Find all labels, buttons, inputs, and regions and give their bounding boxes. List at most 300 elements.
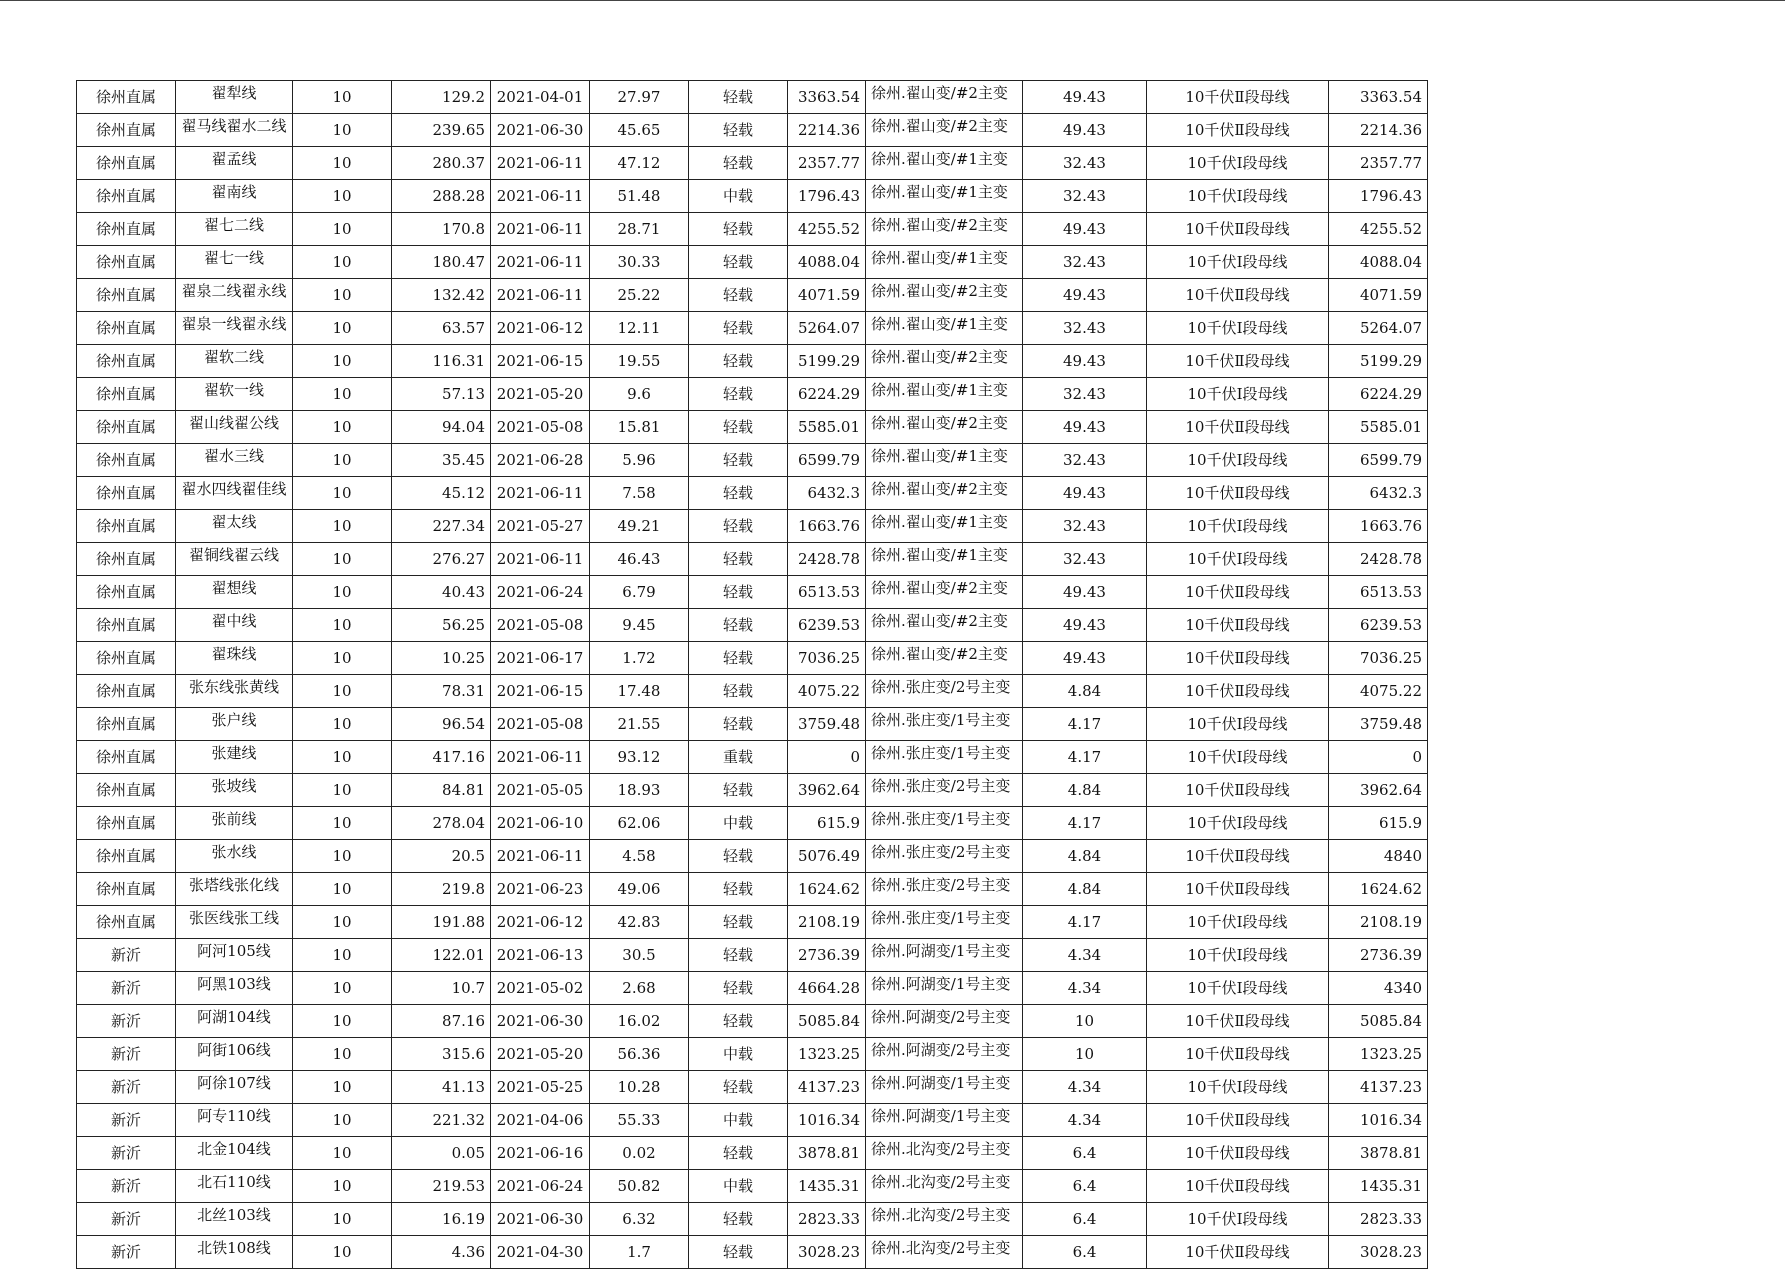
current-cell: 278.04 — [392, 807, 491, 840]
current-cell: 40.43 — [392, 576, 491, 609]
date-cell: 2021-06-11 — [491, 543, 590, 576]
available-capacity-cell: 5199.29 — [1329, 345, 1428, 378]
line-name-cell — [176, 1005, 293, 1038]
table-row — [77, 180, 1428, 213]
table-row — [77, 873, 1428, 906]
voltage-cell: 10 — [293, 312, 392, 345]
substation-cell — [866, 180, 1023, 213]
available-capacity-cell: 3962.64 — [1329, 774, 1428, 807]
transformer-load-cell: 32.43 — [1023, 378, 1147, 411]
line-name-cell — [176, 411, 293, 444]
table-row — [77, 708, 1428, 741]
date-cell: 2021-06-11 — [491, 213, 590, 246]
substation-cell — [866, 642, 1023, 675]
unit-cell: 徐州直属 — [77, 378, 176, 411]
capacity-cell: 5199.29 — [788, 345, 866, 378]
substation-cell — [866, 708, 1023, 741]
table-row — [77, 411, 1428, 444]
line-name-text: 北金104线 — [197, 1140, 271, 1158]
table-row — [77, 1203, 1428, 1236]
busbar-cell: 10千伏Ⅰ段母线 — [1147, 246, 1329, 279]
transformer-load-cell: 4.84 — [1023, 873, 1147, 906]
line-name-text: 张医线张工线 — [188, 909, 279, 927]
load-status-cell: 轻载 — [689, 675, 788, 708]
line-name-cell — [176, 345, 293, 378]
transformer-load-cell: 32.43 — [1023, 543, 1147, 576]
table-row — [77, 510, 1428, 543]
current-cell: 94.04 — [392, 411, 491, 444]
date-cell: 2021-06-11 — [491, 279, 590, 312]
line-name-text: 张建线 — [211, 744, 257, 762]
line-name-cell — [176, 840, 293, 873]
unit-cell: 徐州直属 — [77, 543, 176, 576]
substation-cell — [866, 510, 1023, 543]
transformer-load-cell: 32.43 — [1023, 147, 1147, 180]
line-name-text: 张前线 — [211, 810, 257, 828]
current-cell: 16.19 — [392, 1203, 491, 1236]
capacity-cell: 4088.04 — [788, 246, 866, 279]
load-rate-cell: 25.22 — [590, 279, 689, 312]
capacity-cell: 2736.39 — [788, 939, 866, 972]
load-rate-cell: 27.97 — [590, 81, 689, 114]
available-capacity-cell: 1663.76 — [1329, 510, 1428, 543]
load-status-cell: 轻载 — [689, 840, 788, 873]
available-capacity-cell: 5585.01 — [1329, 411, 1428, 444]
available-capacity-cell: 2428.78 — [1329, 543, 1428, 576]
table-row — [77, 972, 1428, 1005]
available-capacity-cell: 1323.25 — [1329, 1038, 1428, 1071]
transformer-load-cell: 4.17 — [1023, 708, 1147, 741]
available-capacity-cell: 4075.22 — [1329, 675, 1428, 708]
current-cell: 129.2 — [392, 81, 491, 114]
line-name-text: 翟铜线翟云线 — [188, 546, 279, 564]
substation-text: 徐州.张庄变/2号主变 — [871, 678, 1011, 696]
unit-cell: 新沂 — [77, 1005, 176, 1038]
transformer-load-cell: 4.84 — [1023, 675, 1147, 708]
substation-text: 徐州.阿湖变/1号主变 — [871, 975, 1011, 993]
available-capacity-cell: 0 — [1329, 741, 1428, 774]
load-status-cell: 轻载 — [689, 873, 788, 906]
voltage-cell: 10 — [293, 873, 392, 906]
voltage-cell: 10 — [293, 180, 392, 213]
transformer-load-cell: 6.4 — [1023, 1203, 1147, 1236]
line-name-text: 阿河105线 — [197, 942, 271, 960]
table-row — [77, 1104, 1428, 1137]
table-row — [77, 1005, 1428, 1038]
capacity-cell: 1624.62 — [788, 873, 866, 906]
date-cell: 2021-06-16 — [491, 1137, 590, 1170]
voltage-cell: 10 — [293, 147, 392, 180]
unit-cell: 徐州直属 — [77, 81, 176, 114]
capacity-cell: 6224.29 — [788, 378, 866, 411]
line-name-cell — [176, 81, 293, 114]
substation-text: 徐州.翟山变/#1主变 — [871, 546, 1008, 564]
load-status-cell: 轻载 — [689, 576, 788, 609]
line-name-text: 北铁108线 — [197, 1239, 271, 1257]
substation-text: 徐州.张庄变/1号主变 — [871, 711, 1011, 729]
voltage-cell: 10 — [293, 543, 392, 576]
table-row — [77, 213, 1428, 246]
load-status-cell: 轻载 — [689, 246, 788, 279]
substation-cell — [866, 873, 1023, 906]
busbar-cell: 10千伏Ⅱ段母线 — [1147, 774, 1329, 807]
transformer-load-cell: 4.84 — [1023, 840, 1147, 873]
substation-cell — [866, 114, 1023, 147]
substation-text: 徐州.翟山变/#2主变 — [871, 117, 1008, 135]
date-cell: 2021-05-27 — [491, 510, 590, 543]
capacity-cell: 4137.23 — [788, 1071, 866, 1104]
current-cell: 96.54 — [392, 708, 491, 741]
unit-cell: 徐州直属 — [77, 642, 176, 675]
available-capacity-cell: 1796.43 — [1329, 180, 1428, 213]
line-name-text: 张水线 — [211, 843, 257, 861]
table-row — [77, 1038, 1428, 1071]
capacity-cell: 3759.48 — [788, 708, 866, 741]
substation-text: 徐州.张庄变/1号主变 — [871, 810, 1011, 828]
line-name-cell — [176, 180, 293, 213]
load-rate-cell: 19.55 — [590, 345, 689, 378]
voltage-cell: 10 — [293, 1137, 392, 1170]
date-cell: 2021-06-23 — [491, 873, 590, 906]
load-status-cell: 轻载 — [689, 345, 788, 378]
busbar-cell: 10千伏Ⅱ段母线 — [1147, 279, 1329, 312]
date-cell: 2021-06-11 — [491, 741, 590, 774]
load-status-cell: 轻载 — [689, 510, 788, 543]
available-capacity-cell: 6239.53 — [1329, 609, 1428, 642]
transformer-load-cell: 4.34 — [1023, 1071, 1147, 1104]
busbar-cell: 10千伏Ⅱ段母线 — [1147, 642, 1329, 675]
load-status-cell: 轻载 — [689, 972, 788, 1005]
voltage-cell: 10 — [293, 642, 392, 675]
substation-cell — [866, 411, 1023, 444]
load-rate-cell: 49.21 — [590, 510, 689, 543]
table-row — [77, 741, 1428, 774]
date-cell: 2021-06-12 — [491, 312, 590, 345]
current-cell: 288.28 — [392, 180, 491, 213]
unit-cell: 新沂 — [77, 1170, 176, 1203]
date-cell: 2021-05-20 — [491, 378, 590, 411]
unit-cell: 徐州直属 — [77, 279, 176, 312]
available-capacity-cell: 1624.62 — [1329, 873, 1428, 906]
date-cell: 2021-06-11 — [491, 180, 590, 213]
load-status-cell: 中载 — [689, 807, 788, 840]
current-cell: 417.16 — [392, 741, 491, 774]
voltage-cell: 10 — [293, 378, 392, 411]
date-cell: 2021-06-30 — [491, 1005, 590, 1038]
capacity-cell: 2214.36 — [788, 114, 866, 147]
busbar-cell: 10千伏Ⅰ段母线 — [1147, 180, 1329, 213]
unit-cell: 新沂 — [77, 1071, 176, 1104]
date-cell: 2021-06-11 — [491, 246, 590, 279]
load-rate-cell: 6.32 — [590, 1203, 689, 1236]
unit-cell: 徐州直属 — [77, 510, 176, 543]
load-status-cell: 中载 — [689, 1170, 788, 1203]
load-rate-cell: 50.82 — [590, 1170, 689, 1203]
table-row — [77, 114, 1428, 147]
substation-cell — [866, 675, 1023, 708]
load-status-cell: 轻载 — [689, 411, 788, 444]
line-name-text: 翟犁线 — [211, 84, 257, 102]
available-capacity-cell: 4255.52 — [1329, 213, 1428, 246]
date-cell: 2021-06-24 — [491, 1170, 590, 1203]
load-rate-cell: 12.11 — [590, 312, 689, 345]
line-name-cell — [176, 1137, 293, 1170]
capacity-cell: 7036.25 — [788, 642, 866, 675]
busbar-cell: 10千伏Ⅰ段母线 — [1147, 312, 1329, 345]
capacity-cell: 4071.59 — [788, 279, 866, 312]
load-rate-cell: 6.79 — [590, 576, 689, 609]
date-cell: 2021-06-10 — [491, 807, 590, 840]
busbar-cell: 10千伏Ⅱ段母线 — [1147, 477, 1329, 510]
voltage-cell: 10 — [293, 279, 392, 312]
line-name-cell — [176, 147, 293, 180]
table-row — [77, 477, 1428, 510]
transformer-load-cell: 6.4 — [1023, 1236, 1147, 1269]
available-capacity-cell: 5264.07 — [1329, 312, 1428, 345]
transformer-load-cell: 49.43 — [1023, 477, 1147, 510]
available-capacity-cell: 3878.81 — [1329, 1137, 1428, 1170]
line-name-text: 翟泉一线翟永线 — [181, 315, 287, 333]
voltage-cell: 10 — [293, 477, 392, 510]
current-cell: 0.05 — [392, 1137, 491, 1170]
transformer-load-cell: 32.43 — [1023, 510, 1147, 543]
available-capacity-cell: 2108.19 — [1329, 906, 1428, 939]
substation-cell — [866, 840, 1023, 873]
voltage-cell: 10 — [293, 807, 392, 840]
substation-text: 徐州.翟山变/#2主变 — [871, 84, 1008, 102]
capacity-cell: 1323.25 — [788, 1038, 866, 1071]
date-cell: 2021-05-02 — [491, 972, 590, 1005]
current-cell: 84.81 — [392, 774, 491, 807]
load-status-cell: 轻载 — [689, 114, 788, 147]
busbar-cell: 10千伏Ⅱ段母线 — [1147, 675, 1329, 708]
current-cell: 132.42 — [392, 279, 491, 312]
busbar-cell: 10千伏Ⅱ段母线 — [1147, 873, 1329, 906]
busbar-cell: 10千伏Ⅰ段母线 — [1147, 510, 1329, 543]
available-capacity-cell: 2357.77 — [1329, 147, 1428, 180]
available-capacity-cell: 4340 — [1329, 972, 1428, 1005]
table-row — [77, 378, 1428, 411]
line-name-text: 翟马线翟水二线 — [181, 117, 287, 135]
capacity-cell: 4255.52 — [788, 213, 866, 246]
substation-text: 徐州.翟山变/#1主变 — [871, 513, 1008, 531]
substation-cell — [866, 1005, 1023, 1038]
load-status-cell: 中载 — [689, 1038, 788, 1071]
transformer-load-cell: 49.43 — [1023, 279, 1147, 312]
substation-cell — [866, 279, 1023, 312]
transformer-load-cell: 32.43 — [1023, 180, 1147, 213]
load-status-cell: 轻载 — [689, 477, 788, 510]
current-cell: 10.7 — [392, 972, 491, 1005]
table-row — [77, 1137, 1428, 1170]
voltage-cell: 10 — [293, 1170, 392, 1203]
substation-cell — [866, 1038, 1023, 1071]
voltage-cell: 10 — [293, 939, 392, 972]
load-rate-cell: 47.12 — [590, 147, 689, 180]
substation-cell — [866, 246, 1023, 279]
line-name-cell — [176, 873, 293, 906]
busbar-cell: 10千伏Ⅱ段母线 — [1147, 114, 1329, 147]
date-cell: 2021-04-30 — [491, 1236, 590, 1269]
unit-cell: 徐州直属 — [77, 708, 176, 741]
load-rate-cell: 1.7 — [590, 1236, 689, 1269]
date-cell: 2021-06-17 — [491, 642, 590, 675]
table-row — [77, 543, 1428, 576]
table-row — [77, 675, 1428, 708]
top-border-line — [0, 0, 1785, 1]
load-rate-cell: 93.12 — [590, 741, 689, 774]
date-cell: 2021-05-08 — [491, 411, 590, 444]
line-name-text: 翟水三线 — [203, 447, 264, 465]
date-cell: 2021-06-12 — [491, 906, 590, 939]
substation-text: 徐州.翟山变/#2主变 — [871, 414, 1008, 432]
capacity-cell: 2108.19 — [788, 906, 866, 939]
load-rate-cell: 2.68 — [590, 972, 689, 1005]
available-capacity-cell: 5085.84 — [1329, 1005, 1428, 1038]
line-name-cell — [176, 1170, 293, 1203]
load-rate-cell: 30.33 — [590, 246, 689, 279]
table-row — [77, 1071, 1428, 1104]
unit-cell: 徐州直属 — [77, 312, 176, 345]
load-rate-cell: 7.58 — [590, 477, 689, 510]
voltage-cell: 10 — [293, 1005, 392, 1038]
date-cell: 2021-06-28 — [491, 444, 590, 477]
load-status-cell: 轻载 — [689, 81, 788, 114]
available-capacity-cell: 7036.25 — [1329, 642, 1428, 675]
transformer-load-cell: 32.43 — [1023, 312, 1147, 345]
load-rate-cell: 5.96 — [590, 444, 689, 477]
capacity-cell: 5085.84 — [788, 1005, 866, 1038]
line-name-text: 北丝103线 — [197, 1206, 271, 1224]
load-rate-cell: 0.02 — [590, 1137, 689, 1170]
line-name-text: 阿街106线 — [197, 1041, 271, 1059]
busbar-cell: 10千伏Ⅰ段母线 — [1147, 708, 1329, 741]
load-rate-cell: 9.6 — [590, 378, 689, 411]
available-capacity-cell: 1435.31 — [1329, 1170, 1428, 1203]
voltage-cell: 10 — [293, 114, 392, 147]
current-cell: 170.8 — [392, 213, 491, 246]
unit-cell: 徐州直属 — [77, 114, 176, 147]
unit-cell: 新沂 — [77, 1038, 176, 1071]
line-name-cell — [176, 378, 293, 411]
line-name-text: 翟珠线 — [211, 645, 257, 663]
substation-text: 徐州.翟山变/#2主变 — [871, 480, 1008, 498]
voltage-cell: 10 — [293, 774, 392, 807]
line-name-cell — [176, 939, 293, 972]
substation-cell — [866, 477, 1023, 510]
date-cell: 2021-05-20 — [491, 1038, 590, 1071]
current-cell: 219.8 — [392, 873, 491, 906]
line-name-text: 翟南线 — [211, 183, 257, 201]
line-name-cell — [176, 609, 293, 642]
busbar-cell: 10千伏Ⅱ段母线 — [1147, 1005, 1329, 1038]
substation-cell — [866, 345, 1023, 378]
line-name-cell — [176, 972, 293, 1005]
line-name-cell — [176, 1203, 293, 1236]
line-name-text: 翟泉二线翟永线 — [181, 282, 287, 300]
substation-text: 徐州.阿湖变/2号主变 — [871, 1041, 1011, 1059]
load-status-cell: 轻载 — [689, 312, 788, 345]
substation-cell — [866, 1236, 1023, 1269]
current-cell: 219.53 — [392, 1170, 491, 1203]
current-cell: 276.27 — [392, 543, 491, 576]
busbar-cell: 10千伏Ⅱ段母线 — [1147, 213, 1329, 246]
voltage-cell: 10 — [293, 213, 392, 246]
date-cell: 2021-04-06 — [491, 1104, 590, 1137]
substation-text: 徐州.翟山变/#1主变 — [871, 249, 1008, 267]
date-cell: 2021-06-30 — [491, 114, 590, 147]
date-cell: 2021-05-25 — [491, 1071, 590, 1104]
busbar-cell: 10千伏Ⅱ段母线 — [1147, 1170, 1329, 1203]
substation-text: 徐州.北沟变/2号主变 — [871, 1239, 1011, 1257]
date-cell: 2021-06-11 — [491, 840, 590, 873]
capacity-cell: 6599.79 — [788, 444, 866, 477]
available-capacity-cell: 6432.3 — [1329, 477, 1428, 510]
substation-cell — [866, 939, 1023, 972]
capacity-cell: 0 — [788, 741, 866, 774]
feeder-load-table — [76, 80, 1428, 1269]
substation-text: 徐州.翟山变/#2主变 — [871, 612, 1008, 630]
line-name-cell — [176, 1104, 293, 1137]
load-status-cell: 轻载 — [689, 543, 788, 576]
line-name-cell — [176, 312, 293, 345]
busbar-cell: 10千伏Ⅱ段母线 — [1147, 411, 1329, 444]
line-name-text: 阿湖104线 — [197, 1008, 271, 1026]
busbar-cell: 10千伏Ⅰ段母线 — [1147, 972, 1329, 1005]
capacity-cell: 3363.54 — [788, 81, 866, 114]
transformer-load-cell: 4.34 — [1023, 1104, 1147, 1137]
voltage-cell: 10 — [293, 675, 392, 708]
table-row — [77, 147, 1428, 180]
unit-cell: 徐州直属 — [77, 675, 176, 708]
transformer-load-cell: 49.43 — [1023, 114, 1147, 147]
unit-cell: 新沂 — [77, 1203, 176, 1236]
substation-text: 徐州.北沟变/2号主变 — [871, 1173, 1011, 1191]
busbar-cell: 10千伏Ⅱ段母线 — [1147, 609, 1329, 642]
available-capacity-cell: 3759.48 — [1329, 708, 1428, 741]
substation-text: 徐州.翟山变/#2主变 — [871, 216, 1008, 234]
transformer-load-cell: 49.43 — [1023, 576, 1147, 609]
substation-text: 徐州.北沟变/2号主变 — [871, 1140, 1011, 1158]
load-rate-cell: 55.33 — [590, 1104, 689, 1137]
substation-cell — [866, 1203, 1023, 1236]
load-status-cell: 中载 — [689, 180, 788, 213]
line-name-cell — [176, 543, 293, 576]
current-cell: 41.13 — [392, 1071, 491, 1104]
load-status-cell: 轻载 — [689, 279, 788, 312]
current-cell: 116.31 — [392, 345, 491, 378]
capacity-cell: 5585.01 — [788, 411, 866, 444]
substation-text: 徐州.阿湖变/1号主变 — [871, 1107, 1011, 1125]
substation-text: 徐州.张庄变/2号主变 — [871, 777, 1011, 795]
voltage-cell: 10 — [293, 1071, 392, 1104]
transformer-load-cell: 4.34 — [1023, 972, 1147, 1005]
available-capacity-cell: 6599.79 — [1329, 444, 1428, 477]
available-capacity-cell: 4071.59 — [1329, 279, 1428, 312]
line-name-cell — [176, 1038, 293, 1071]
busbar-cell: 10千伏Ⅰ段母线 — [1147, 741, 1329, 774]
line-name-cell — [176, 708, 293, 741]
load-status-cell: 轻载 — [689, 147, 788, 180]
line-name-cell — [176, 246, 293, 279]
transformer-load-cell: 49.43 — [1023, 81, 1147, 114]
load-rate-cell: 4.58 — [590, 840, 689, 873]
unit-cell: 徐州直属 — [77, 807, 176, 840]
date-cell: 2021-04-01 — [491, 81, 590, 114]
voltage-cell: 10 — [293, 246, 392, 279]
capacity-cell: 1663.76 — [788, 510, 866, 543]
busbar-cell: 10千伏Ⅰ段母线 — [1147, 378, 1329, 411]
